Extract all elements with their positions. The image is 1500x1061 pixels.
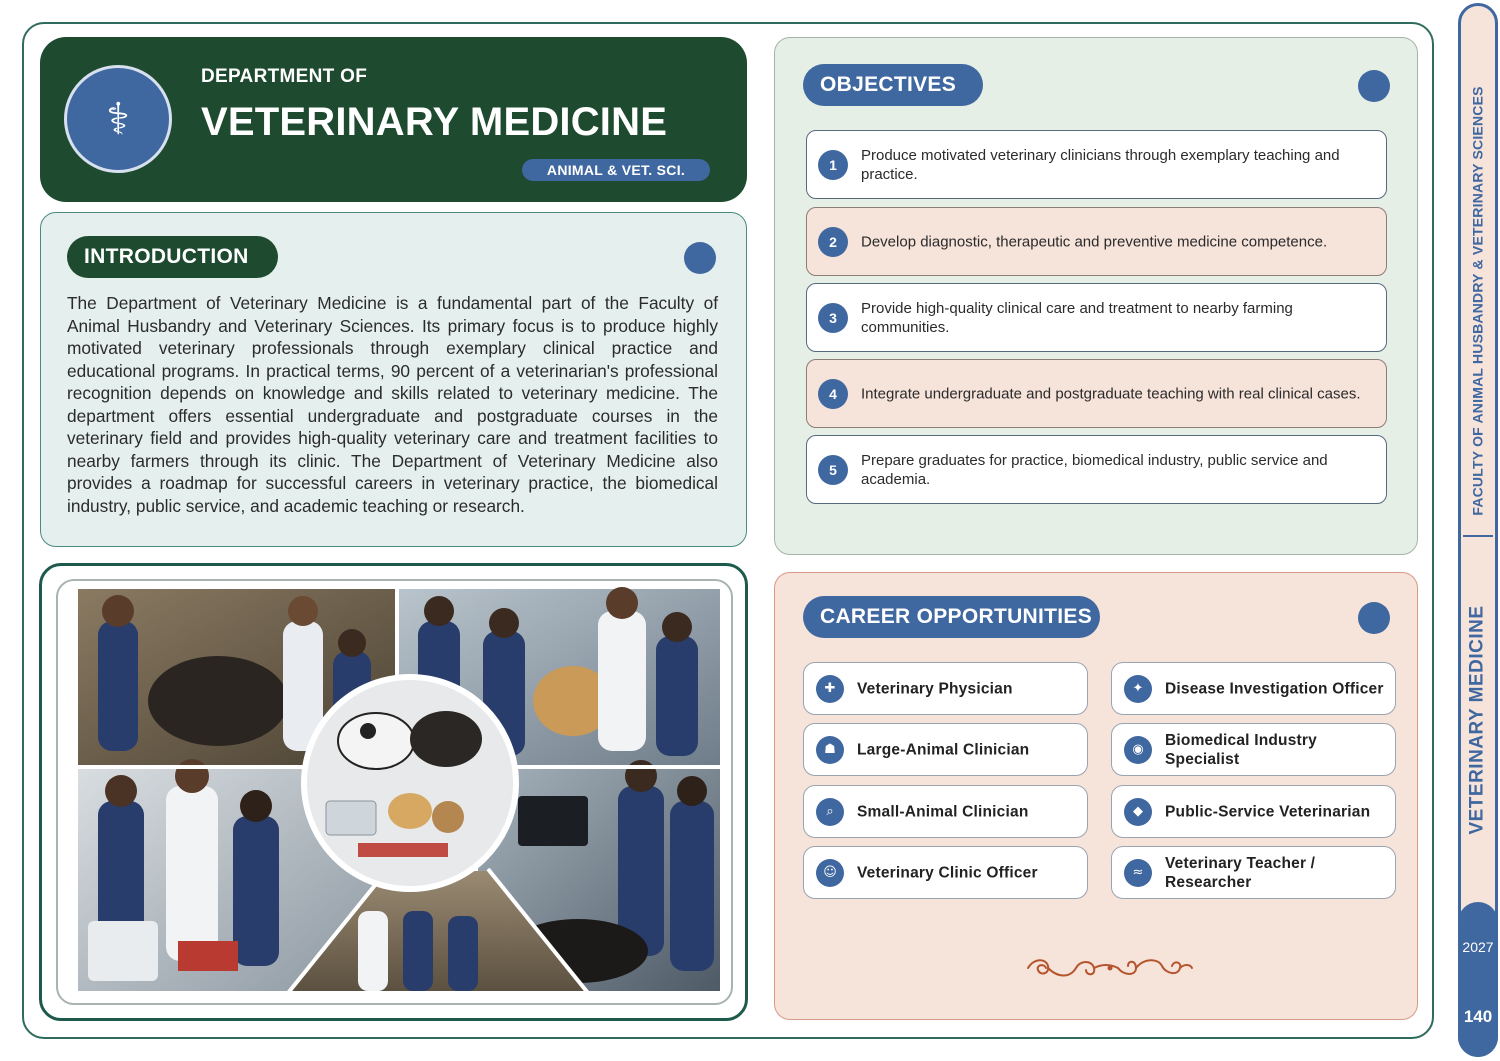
sidebar-department — [1458, 600, 1498, 840]
department-title: VETERINARY MEDICINE — [201, 100, 668, 144]
objectives-heading: OBJECTIVES — [803, 64, 983, 106]
animal-icon: ☗ — [816, 736, 844, 764]
objectives-dot-icon — [1358, 70, 1390, 102]
career-item-veterinary-physician — [803, 662, 1088, 715]
career-item-public-service-veterinarian — [1111, 785, 1396, 838]
sidebar-divider — [1463, 535, 1493, 537]
objective-text: Prepare graduates for practice, biomedical industry, public service and academia. — [861, 451, 1328, 488]
career-label: Biomedical Industry Specialist — [1165, 731, 1317, 768]
photo-collage — [56, 579, 733, 1005]
diamond-icon: ◆ — [1124, 798, 1152, 826]
collage-graphic — [58, 581, 733, 1005]
sidebar-department-label: VETERINARY MEDICINE — [1467, 605, 1488, 835]
sidebar-footer — [1458, 902, 1498, 1057]
objective-text: Provide high-quality clinical care and treatment to nearby farming communities. — [861, 299, 1293, 336]
career-item-small-animal-clinician — [803, 785, 1088, 838]
caduceus-icon: ⚕ — [64, 65, 172, 173]
introduction-dot-icon — [684, 242, 716, 274]
objective-item-5 — [806, 435, 1387, 504]
sidebar-faculty-label: FACULTY OF ANIMAL HUSBANDRY & VETERINARY SCIENCES — [1470, 86, 1487, 516]
career-label: Large-Animal Clinician — [857, 741, 1030, 758]
career-label: Public-Service Veterinarian — [1165, 803, 1371, 820]
career-label: Veterinary Clinic Officer — [857, 864, 1038, 881]
photo-collage-panel — [39, 563, 748, 1021]
decorative-flourish-icon — [1024, 954, 1196, 982]
career-item-disease-investigation-officer — [1111, 662, 1396, 715]
department-kicker: DEPARTMENT OF — [201, 66, 368, 87]
person-icon: ☺ — [816, 859, 844, 887]
objective-text: Develop diagnostic, therapeutic and preventive medicine competence. — [861, 233, 1328, 250]
career-label: Veterinary Teacher / Researcher — [1165, 854, 1316, 891]
objective-text: Produce motivated veterinary clinicians through exemplary teaching and practice. — [861, 146, 1340, 183]
objective-text: Integrate undergraduate and postgraduate teaching with real clinical cases. — [861, 385, 1361, 402]
animals-circle-photo — [304, 677, 516, 889]
career-label: Veterinary Physician — [857, 680, 1013, 697]
careers-heading: CAREER OPPORTUNITIES — [803, 596, 1100, 638]
sidebar-faculty — [1458, 82, 1498, 520]
career-item-veterinary-teacher-researcher — [1111, 846, 1396, 899]
career-item-biomedical-industry-specialist — [1111, 723, 1396, 776]
sidebar-year: 2027 — [1462, 939, 1494, 955]
target-icon: ◉ — [1124, 736, 1152, 764]
objective-number: 4 — [818, 379, 848, 409]
magnifier-icon: ⌕ — [816, 798, 844, 826]
objective-item-3 — [806, 283, 1387, 352]
objective-item-1 — [806, 130, 1387, 199]
medical-cross-icon: ✚ — [816, 675, 844, 703]
introduction-heading: INTRODUCTION — [67, 236, 278, 278]
objective-number: 3 — [818, 303, 848, 333]
introduction-body: The Department of Veterinary Medicine is a fundamental part of the Faculty of Animal Husbandry and Veterinary Sciences. Its primary focus is to produce highly motivated veterinary professionals through exemplary clinical practice and educational programs. In practical terms, 90 percent of a veterinarian's professional recognition depends on knowledge and skills related to veterinary medicine. The department offers essential undergraduate and postgraduate courses in the veterinary field and provides high-quality veterinary care and treatment facilities to nearby farmers through its clinic. The Department of Veterinary Medicine also provides a roadmap for successful careers in veterinary practice, the biomedical industry, public service, and academic teaching or research. — [67, 293, 718, 516]
career-label: Disease Investigation Officer — [1165, 680, 1384, 697]
objective-item-4 — [806, 359, 1387, 428]
page-number: 140 — [1463, 1007, 1493, 1026]
career-label: Small-Animal Clinician — [857, 803, 1029, 820]
sparkle-icon: ✦ — [1124, 675, 1152, 703]
objective-number: 1 — [818, 150, 848, 180]
careers-dot-icon — [1358, 602, 1390, 634]
objective-item-2 — [806, 207, 1387, 276]
faculty-badge: ANIMAL & VET. SCI. — [522, 159, 710, 181]
career-item-large-animal-clinician — [803, 723, 1088, 776]
wave-icon: ≈ — [1124, 859, 1152, 887]
objective-number: 2 — [818, 227, 848, 257]
objective-number: 5 — [818, 455, 848, 485]
career-item-veterinary-clinic-officer — [803, 846, 1088, 899]
